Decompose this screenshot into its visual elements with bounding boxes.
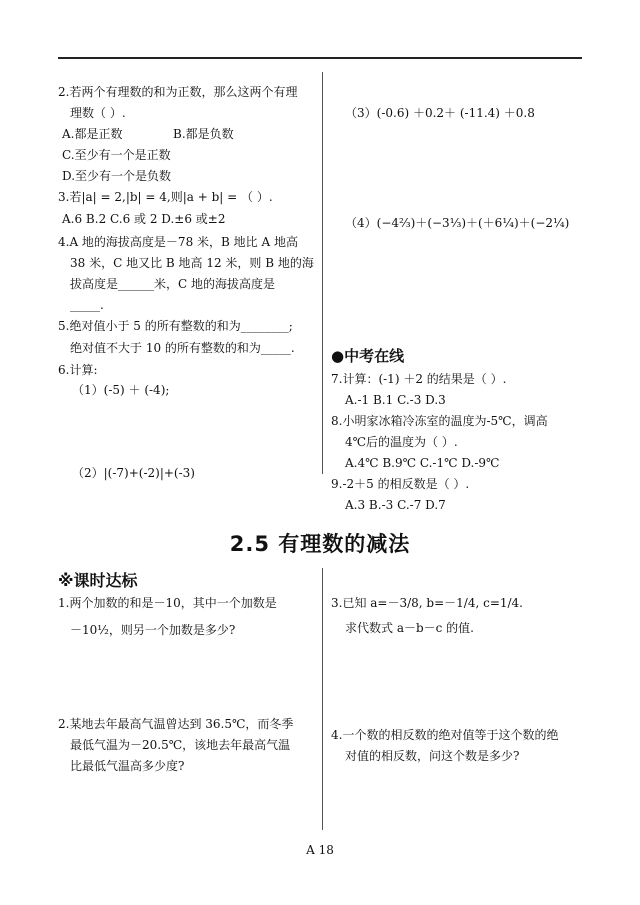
q6-part3: （3）(-0.6) ＋0.2＋ (-11.4) ＋0.8 [345,106,535,120]
q3-options: A.6 B.2 C.6 或 2 D.±6 或±2 [62,212,226,226]
q2-option-c: C.至少有一个是正数 [62,148,171,162]
b-q3-line2: 求代数式 a－b－c 的值. [345,621,475,635]
q3-line: 3.若|a| = 2,|b| = 4,则|a + b| = （ ）. [58,190,273,204]
q4-line2: 38 米，C 地又比 B 地高 12 米，则 B 地的海 [70,256,314,270]
q7-options: A.-1 B.1 C.-3 D.3 [345,393,446,407]
q5-line2: 绝对值不大于 10 的所有整数的和为_____. [70,341,295,355]
b-q3-line1: 3.已知 a=－3/8, b=－1/4, c=1/4. [331,596,523,610]
q4-line3: 拔高度是______米，C 地的海拔高度是 [70,277,275,291]
q8-options: A.4℃ B.9℃ C.-1℃ D.-9℃ [345,456,500,470]
header-rule [58,57,582,59]
q2-line2: 理数（ ）. [70,106,126,120]
section-title: 2.5 有理数的减法 [229,532,411,556]
q7-line: 7.计算：(-1) ＋2 的结果是（ ）. [331,372,507,386]
q6-label: 6.计算: [58,363,98,377]
zhongkao-heading: ●中考在线 [331,347,405,365]
q2-option-a: A.都是正数 [62,127,123,141]
b-q1-line2: －10½，则另一个加数是多少? [70,623,236,637]
q6-part4: （4）(−4⅔)＋(−3⅓)＋(＋6¼)＋(−2¼) [345,216,570,230]
q9-options: A.3 B.-3 C.-7 D.7 [345,498,446,512]
q2-option-d: D.至少有一个是负数 [62,169,172,183]
b-q1-line1: 1.两个加数的和是－10，其中一个加数是 [58,596,277,610]
q8-line1: 8.小明家冰箱冷冻室的温度为-5℃，调高 [331,414,548,428]
b-q2-line2: 最低气温为－20.5℃，该地去年最高气温 [70,738,291,752]
b-q4-line2: 对值的相反数，问这个数是多少? [345,749,520,763]
b-q4-line1: 4.一个数的相反数的绝对值等于这个数的绝 [331,728,559,742]
q4-line4: _____. [70,298,104,312]
q4-line1: 4.A 地的海拔高度是－78 米，B 地比 A 地高 [58,235,298,249]
q6-part2: （2）|(-7)+(-2)|+(-3) [72,466,195,480]
b-q2-line1: 2.某地去年最高气温曾达到 36.5℃，而冬季 [58,717,294,731]
b-q2-line3: 比最低气温高多少度? [70,759,185,773]
column-divider-bottom [322,568,323,830]
keshi-heading: ※课时达标 [58,571,138,590]
q9-line: 9.-2＋5 的相反数是（ ）. [331,477,470,491]
q2-option-b: B.都是负数 [173,127,234,141]
q2-line1: 2.若两个有理数的和为正数，那么这两个有理 [58,85,298,99]
q6-part1: （1）(-5) ＋ (-4); [72,383,170,397]
column-divider-top [322,72,323,474]
q5-line1: 5.绝对值小于 5 的所有整数的和为________; [58,319,293,333]
page-number: A 18 [306,843,334,857]
q8-line2: 4℃后的温度为（ ）. [345,435,458,449]
